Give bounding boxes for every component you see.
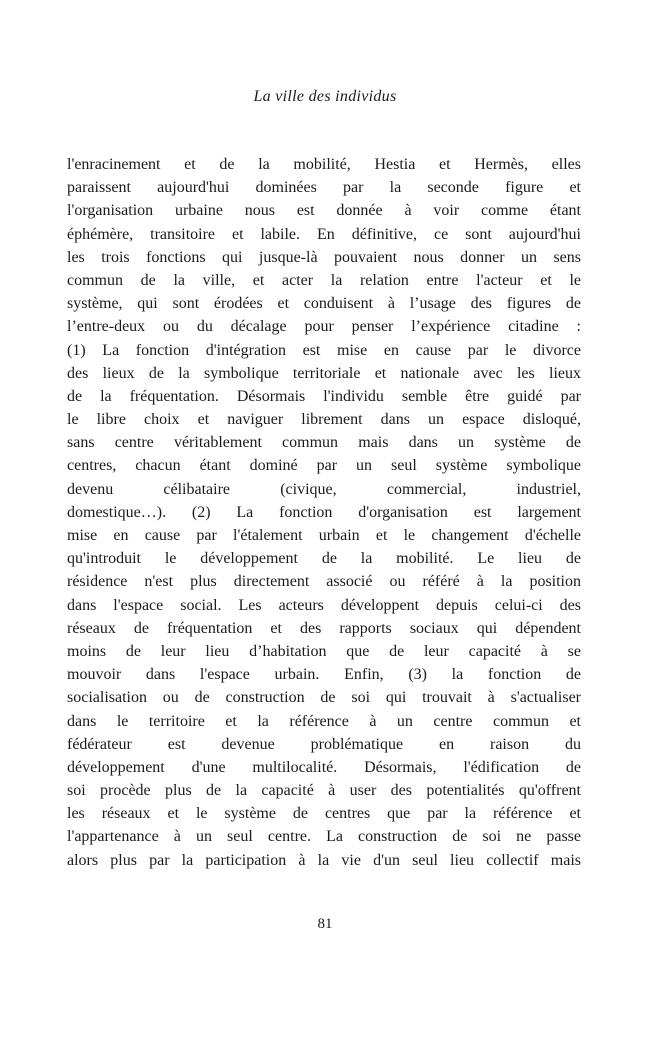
text-line: sans centre véritablement commun mais dans un système de xyxy=(67,434,581,452)
text-line: de la fréquentation. Désormais l'individu semble être guidé par xyxy=(67,387,581,405)
text-line: dans l'espace social. Les acteurs développent depuis celui-ci des xyxy=(67,596,581,614)
text-line: centres, chacun étant dominé par un seul système symbolique xyxy=(67,457,581,475)
text-line: (1) La fonction d'intégration est mise en cause par le divorce xyxy=(67,341,581,359)
text-line: l'appartenance à un seul centre. La construction de soi ne passe xyxy=(67,828,581,846)
text-line: qu'introduit le développement de la mobilité. Le lieu de xyxy=(67,550,581,568)
text-line: paraissent aujourd'hui dominées par la seconde figure et xyxy=(67,179,581,197)
text-line: fédérateur est devenue problématique en raison du xyxy=(67,735,581,753)
text-line: commun de la ville, et acter la relation entre l'acteur et le xyxy=(67,271,581,289)
text-line: réseaux de fréquentation et des rapports sociaux qui dépendent xyxy=(67,619,581,637)
body-paragraph xyxy=(67,153,581,872)
text-line: mise en cause par l'étalement urbain et le changement d'échelle xyxy=(67,527,581,544)
text-line: socialisation ou de construction de soi qui trouvait à s'actualiser xyxy=(67,689,581,707)
text-line: dans le territoire et la référence à un centre commun et xyxy=(67,712,581,730)
text-line: mouvoir dans l'espace urbain. Enfin, (3) la fonction de xyxy=(67,666,581,684)
running-title: La ville des individus xyxy=(253,88,397,105)
text-line: devenu célibataire (civique, commercial, industriel, xyxy=(67,480,581,498)
page-number: 81 xyxy=(317,916,333,932)
text-line: développement d'une multilocalité. Désormais, l'édification de xyxy=(67,758,581,776)
text-line: alors plus par la participation à la vie d'un seul lieu collectif mais xyxy=(67,851,581,869)
text-line: le libre choix et naviguer librement dans un espace disloqué, xyxy=(67,411,581,429)
text-line: l’entre-deux ou du décalage pour penser l’expérience citadine : xyxy=(67,318,581,336)
text-line: soi procède plus de la capacité à user des potentialités qu'offrent xyxy=(67,782,581,800)
text-line: système, qui sont érodées et conduisent à l’usage des figures de xyxy=(67,295,581,313)
text-line: les trois fonctions qui jusque-là pouvaient nous donner un sens xyxy=(67,248,581,266)
text-line: l'enracinement et de la mobilité, Hestia et Hermès, elles xyxy=(67,156,581,173)
text-line: des lieux de la symbolique territoriale et nationale avec les lieux xyxy=(67,364,581,382)
text-line: les réseaux et le système de centres que par la référence et xyxy=(67,805,581,823)
text-line: domestique…). (2) La fonction d'organisation est largement xyxy=(67,503,581,521)
text-line: éphémère, transitoire et labile. En définitive, ce sont aujourd'hui xyxy=(67,225,581,243)
text-line: résidence n'est plus directement associé ou référé à la position xyxy=(67,573,581,591)
text-line: l'organisation urbaine nous est donnée à voir comme étant xyxy=(67,202,581,220)
text-line: moins de leur lieu d’habitation que de leur capacité à se xyxy=(67,642,581,660)
